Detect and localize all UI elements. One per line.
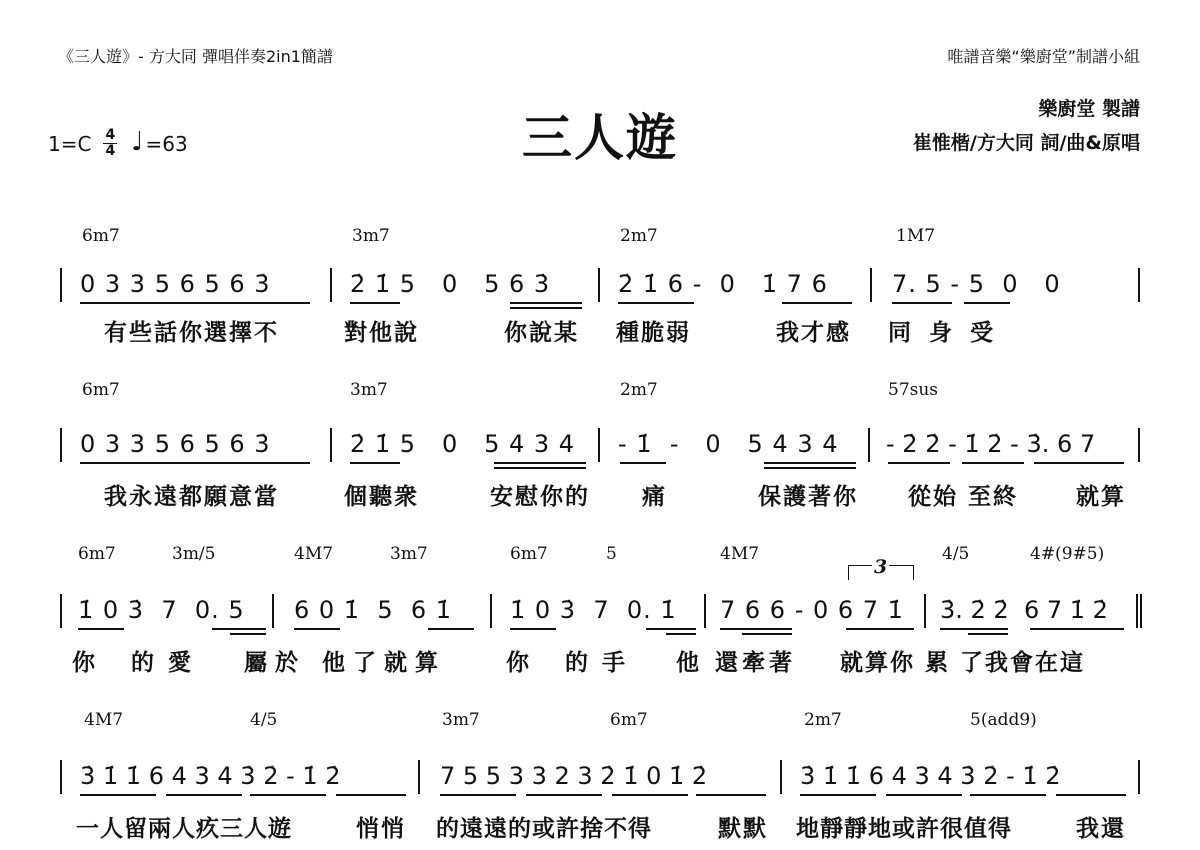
lyric: 對他說 [344,320,419,346]
lyric: 就算你 累 了我會在這 [840,650,1086,676]
chord: 4M7 [720,544,760,564]
chord: 5 [606,544,617,564]
lyric: 屬於 他了就算 [244,650,447,676]
barline [330,428,332,462]
beam [428,628,474,630]
beam [510,307,582,309]
measure: 7. 5 - 5 0 0 [892,270,1061,298]
lyric: 我才感 [776,320,851,346]
measure: 7 5 5 3 3 2 3 2̇ 1̇ 0 1̇ 2̇ [440,762,708,790]
barline [780,760,782,794]
lyric: 個聽衆 [344,484,419,510]
measure: - 1̇ - 0 5 4 3 4 [618,430,839,458]
beam [892,302,952,304]
lyric: 我永遠都願意當 [104,484,279,510]
beam [696,794,766,796]
lyric: 地靜靜地或許很值得 [796,816,1012,842]
beam [964,302,1010,304]
chord: 6m7 [510,544,548,564]
credits-arranger: 樂廚堂 製譜 [1038,98,1140,120]
beam [250,794,326,796]
measure: - 2̇ 2̇ - 1̇ 2̇ - 3̇. 6 7 [886,430,1096,458]
barline [418,760,420,794]
measure: 7 6 6 - 0 6 7 1̇ [720,596,904,624]
lyric: 保護著你 [758,484,858,510]
lyric: 一人留兩人疚三人遊 [76,816,292,842]
lyric: 有些話你選擇不 [104,320,279,346]
chord: 3m7 [390,544,428,564]
barline [1138,268,1140,302]
beam [80,302,310,304]
lyric: 種脆弱 [616,320,691,346]
chord: 6m7 [78,544,116,564]
barline [704,594,706,628]
lyric: 從始 至終 [908,484,1019,510]
lyric: 他 還牽著 [676,650,797,676]
barline [490,594,492,628]
barline [60,760,62,794]
chord: 6m7 [82,226,120,246]
barline [60,268,62,302]
beam [350,462,400,464]
lyric: 痛 [642,484,667,510]
barline [60,594,62,628]
lyric: 默默 [718,816,768,842]
beam [440,794,516,796]
measure: 2̇ 1̇ 6 - 0 1̇ 7 6 [618,270,828,298]
lyric: 悄悄 [356,816,406,842]
time-top: 4 [105,127,116,143]
beam [166,794,242,796]
credits-writers: 崔惟楷/方大同 詞/曲&原唱 [912,132,1140,154]
key-signature [48,128,188,159]
barline [598,428,600,462]
lyric: 就算 [1076,484,1126,510]
barline [60,428,62,462]
time-signature [103,128,117,159]
barline [598,268,600,302]
measure: 1̇ 0 3̇ 7 0. 1̇ [510,596,677,624]
beam [612,794,688,796]
beam [78,628,124,630]
chord: 2m7 [620,226,658,246]
beam [1034,462,1124,464]
barline [1138,760,1140,794]
measure: 0 3 3 5 6 5 6 3̇ [80,270,271,298]
beam [212,628,266,630]
chord: 3m7 [442,710,480,730]
chord: 5(add9) [970,710,1037,730]
measure: 3̇ 1̇ 1̇ 6 4 3 4 3̇ 2̇ - 1̇ 2̇ [80,762,341,790]
chord: 1M7 [896,226,936,246]
header-left: 《三人遊》- 方大同 彈唱伴奏2in1簡譜 [58,47,333,66]
beam [494,462,586,464]
beam [510,628,556,630]
beam [888,462,950,464]
chord: 2m7 [804,710,842,730]
beam [620,462,666,464]
barline [330,268,332,302]
beam [294,628,340,630]
beam [970,794,1046,796]
key-label: 1=C [48,131,92,156]
barline [868,428,870,462]
chord: 2m7 [620,380,658,400]
beam [230,633,266,635]
measure: 3̇ 1̇ 1̇ 6 4 3 4 3̇ 2̇ - 1̇ 2̇ [800,762,1061,790]
measure: 3̇. 2̇ 2̇ 6 7 1̇ 2̇ [940,596,1108,624]
lyric: 我還 [1076,816,1126,842]
beam [80,462,310,464]
beam [1030,628,1124,630]
chord: 3m7 [352,226,390,246]
measure: 0 3 3 5 6 5 6 3̇ [80,430,271,458]
chord: 57sus [888,380,939,400]
chord: 6m7 [82,380,120,400]
credits [913,92,1140,160]
chord: 4/5 [942,544,970,564]
beam [494,467,586,469]
beam [764,467,856,469]
beam [646,628,696,630]
measure: 6 0 1̇ 5 6 1̇ [294,596,453,624]
beam [886,794,962,796]
lyric: 你 的手 [506,650,640,676]
beam [720,628,792,630]
beam [510,302,582,304]
beam [940,628,1008,630]
chord: 4M7 [294,544,334,564]
lyric: 安慰你的 [490,484,590,510]
header-right: 唯譜音樂“樂廚堂”制譜小組 [947,47,1140,66]
chord: 4#(9#5) [1030,544,1105,564]
chord: 4/5 [250,710,278,730]
beam [962,462,1024,464]
beam [846,628,914,630]
lyric: 你 的愛 [72,650,206,676]
barline [870,268,872,302]
barline [1138,428,1140,462]
double-barline [1136,594,1142,628]
measure: 2̇ 1̇ 5 0 5 6 3̇ [350,270,551,298]
chord: 6m7 [610,710,648,730]
chord: 3m7 [350,380,388,400]
beam [618,302,694,304]
measure: 1̇ 0 3̇ 7 0. 5 [78,596,245,624]
beam [526,794,602,796]
beam [800,794,876,796]
beam [1056,794,1126,796]
lyric: 的遠遠的或許捨不得 [436,816,652,842]
beam [350,302,400,304]
quarter-note-icon: ♩ [131,126,144,157]
tempo-label: =63 [145,131,188,156]
time-bottom: 4 [105,143,116,159]
song-title: 三人遊 [522,109,678,167]
beam [80,794,156,796]
beam [968,633,1008,635]
barline [272,594,274,628]
beam [666,633,696,635]
barline [924,594,926,628]
beam [742,633,792,635]
chord: 4M7 [84,710,124,730]
beam [764,462,856,464]
lyric: 你說某 [504,320,579,346]
beam [782,302,852,304]
measure: 2̇ 1̇ 5 0 5 4 3 4 [350,430,576,458]
beam [336,794,406,796]
triplet-number: 3 [874,556,888,578]
chord: 3m/5 [172,544,216,564]
lyric: 同身受 [888,320,1011,346]
